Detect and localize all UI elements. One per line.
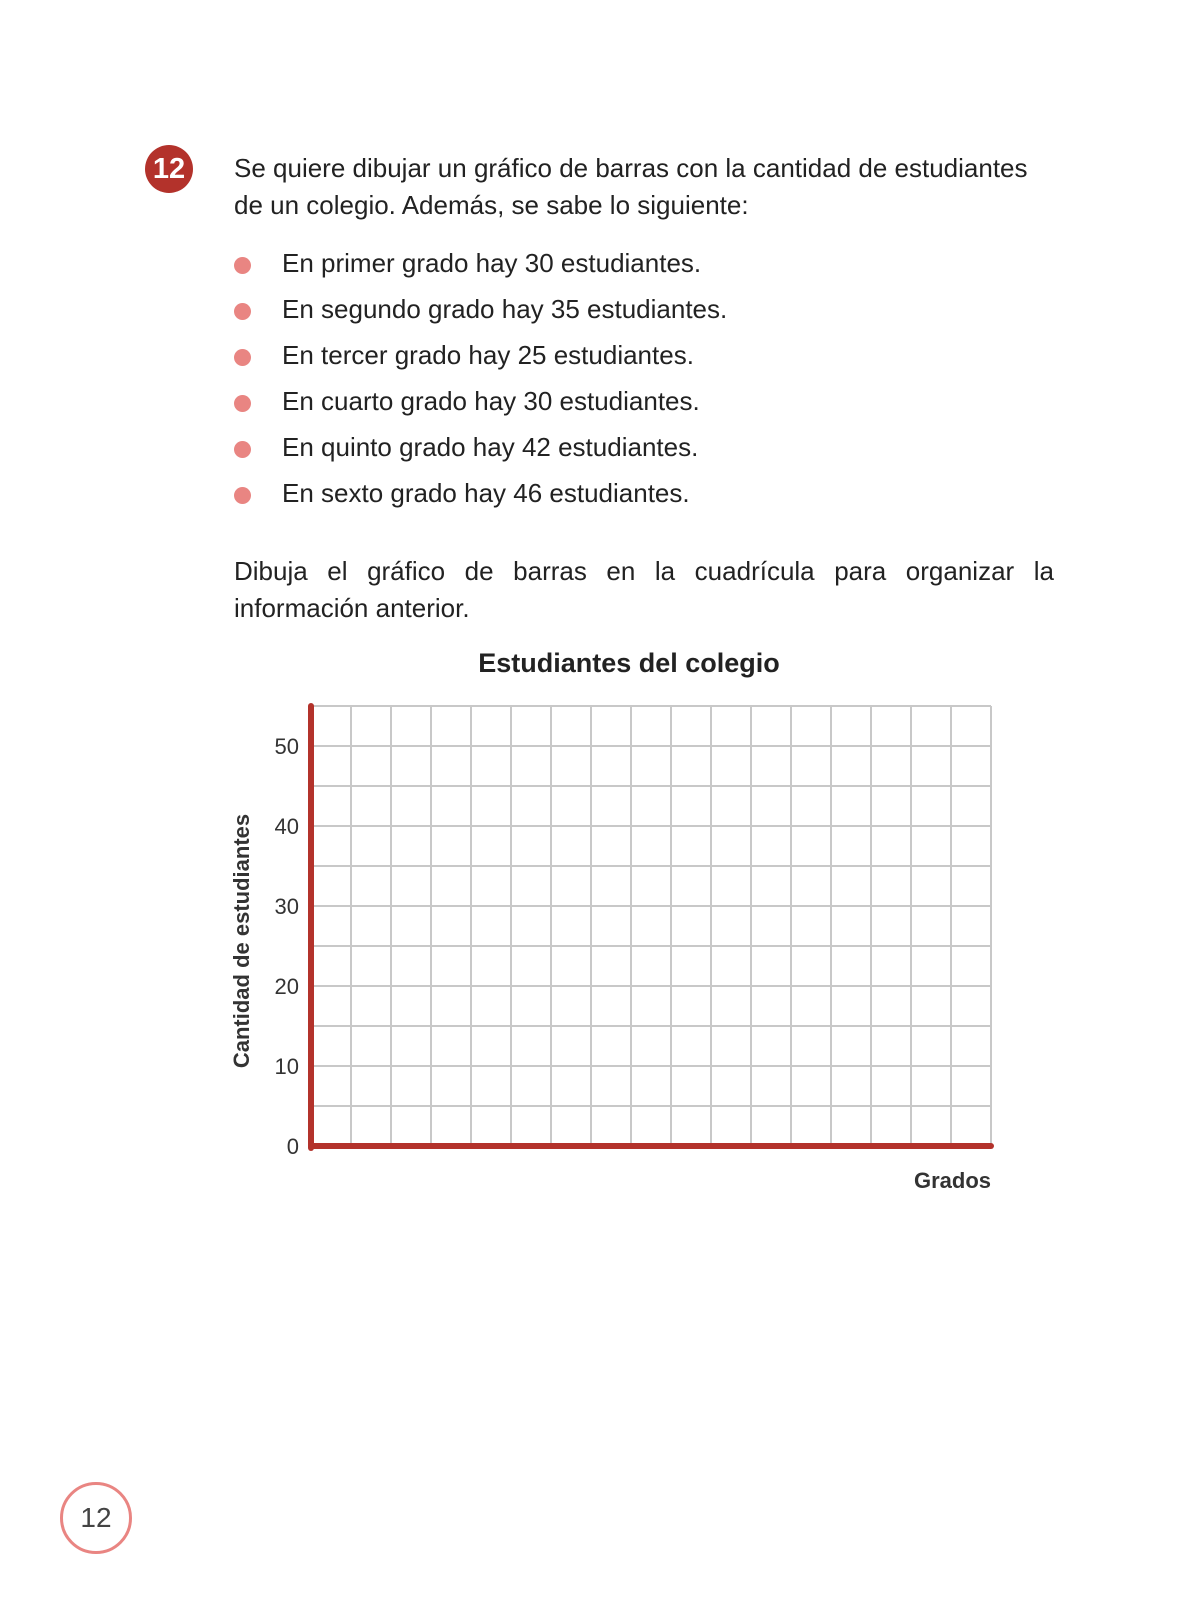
fact-text: En tercer grado hay 25 estudiantes. <box>282 340 694 370</box>
exercise-instruction: Dibuja el gráfico de barras en la cuadrícula para organizar la información anterior. <box>234 556 1054 623</box>
y-tick-label: 50 <box>274 734 299 759</box>
bullet-icon <box>234 349 251 366</box>
fact-text: En sexto grado hay 46 estudiantes. <box>282 478 690 508</box>
list-item <box>234 381 727 427</box>
exercise-number-badge: 12 <box>145 145 193 193</box>
y-tick-label: 30 <box>274 894 299 919</box>
fact-text: En quinto grado hay 42 estudiantes. <box>282 432 699 462</box>
fact-list <box>234 243 727 519</box>
bullet-icon <box>234 441 251 458</box>
exercise-intro: Se quiere dibujar un gráfico de barras con la cantidad de estudiantes de un colegio. Además, se sabe lo siguiente: <box>234 153 1028 220</box>
y-axis-label: Cantidad de estudiantes <box>229 813 254 1069</box>
fact-text: En primer grado hay 30 estudiantes. <box>282 248 702 278</box>
y-tick-label: 20 <box>274 974 299 999</box>
y-tick-label: 40 <box>274 814 299 839</box>
bullet-icon <box>234 395 251 412</box>
y-tick-label: 10 <box>274 1054 299 1079</box>
bullet-icon <box>234 303 251 320</box>
list-item <box>234 427 727 473</box>
x-axis-label: Grados <box>913 1168 991 1193</box>
y-tick-label: 0 <box>286 1134 299 1159</box>
bar-chart-grid[interactable] <box>225 650 1025 1210</box>
page-number: 12 <box>60 1482 132 1554</box>
list-item <box>234 243 727 289</box>
fact-text: En cuarto grado hay 30 estudiantes. <box>282 386 700 416</box>
bullet-icon <box>234 487 251 504</box>
list-item <box>234 335 727 381</box>
bullet-icon <box>234 257 251 274</box>
list-item <box>234 289 727 335</box>
list-item <box>234 473 727 519</box>
fact-text: En segundo grado hay 35 estudiantes. <box>282 294 728 324</box>
chart-title: Estudiantes del colegio <box>478 650 780 678</box>
